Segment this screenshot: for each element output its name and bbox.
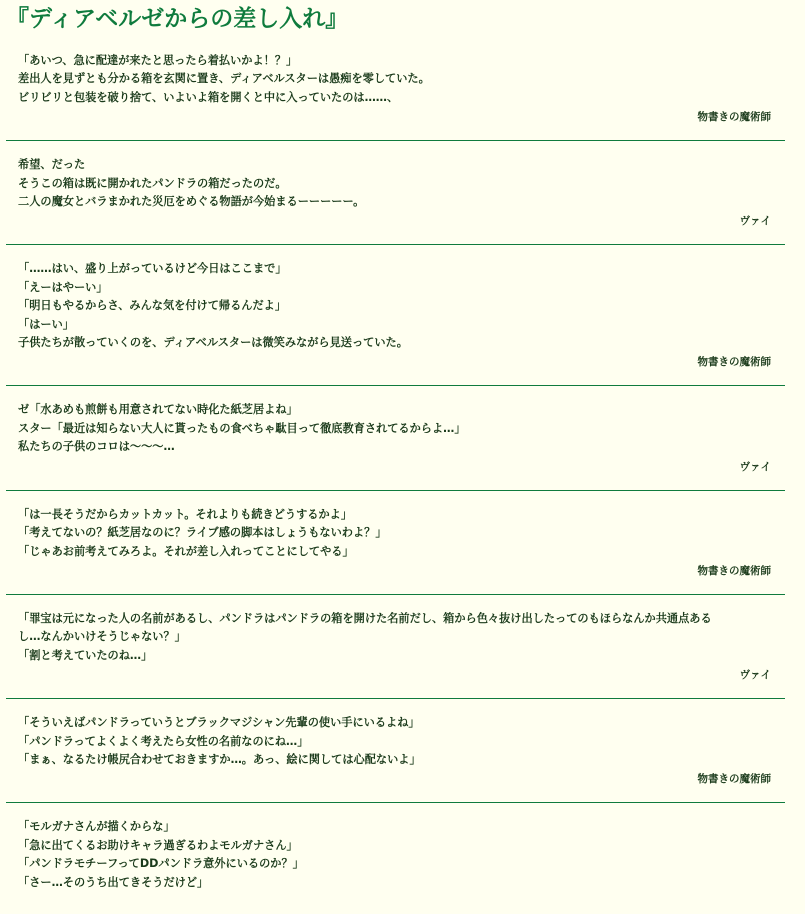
post-line: 「まぁ、なるたけ帳尻合わせておきますか…。あっ、絵に関しては心配ないよ」: [18, 752, 421, 766]
post: [6, 491, 785, 579]
post-line: 「そういえばパンドラっていうとブラックマジシャン先輩の使い手にいるよね」: [18, 716, 420, 730]
post-line: 希望、だった: [18, 158, 86, 172]
post-line: 「罪宝は元になった人の名前があるし、パンドラはパンドラの箱を開けた名前だし、箱から色々抜け出したってのもほらなんか共通点ある: [18, 611, 712, 625]
post-line: スター「最近は知らない大人に貰ったもの食べちゃ駄目って徹底教育されてるからよ…」: [18, 421, 466, 435]
post-line: 「明日もやるからさ、みんな気を付けて帰るんだよ」: [18, 299, 287, 313]
post-line: 「急に出てくるお助けキャラ過ぎるわよモルガナさん」: [18, 838, 298, 852]
page: [0, 3, 805, 914]
post-author: 物書きの魔術師: [697, 111, 771, 124]
post: [6, 245, 785, 370]
post-line: ゼ「水あめも煎餅も用意されてない時化た紙芝居よね」: [18, 403, 298, 417]
post: [6, 35, 785, 125]
post-line: 「えーはやーい」: [18, 280, 108, 294]
post-author: ヴァイ: [739, 669, 771, 682]
post-body: [18, 506, 785, 561]
post-line: し…なんかいけそうじゃない？」: [18, 630, 186, 644]
post-author: 物書きの魔術師: [697, 773, 771, 786]
post-author: 物書きの魔術師: [697, 564, 771, 577]
post-line: 「考えてないの？紙芝居なのに？ライブ感の脚本はしょうもないわよ？」: [18, 526, 387, 540]
post: [6, 699, 785, 787]
post-line: 私たちの子供のコロは〜〜〜…: [18, 440, 175, 454]
post-line: 「さー…そのうち出てきそうだけど」: [18, 875, 209, 889]
post-line: そうこの箱は既に開かれたパンドラの箱だったのだ。: [18, 176, 287, 190]
post-line: ビリビリと包装を破り捨て、いよいよ箱を開くと中に入っていたのは……、: [18, 90, 399, 104]
post-body: [18, 260, 785, 352]
post: [6, 141, 785, 229]
post-line: 差出人を見ずとも分かる箱を玄関に置き、ディアベルスターは愚痴を零していた。: [18, 72, 430, 86]
post-body: [18, 52, 785, 107]
post-line: 「割と考えていたのね…」: [18, 648, 153, 662]
post-line: 「あいつ、急に配達が来たと思ったら着払いかよ！？」: [18, 54, 298, 67]
post-line: 「パンドラってよくよく考えたら女性の名前なのにね…」: [18, 734, 309, 748]
page-title: 『ディアベルゼからの差し入れ』: [6, 6, 349, 32]
post-line: 「は一長そうだからカットカット。それよりも続きどうするかよ」: [18, 507, 353, 521]
post-line: 子供たちが散っていくのを、ディアベルスターは微笑みながら見送っていた。: [18, 336, 408, 350]
post-line: 「じゃあお前考えてみろよ。それが差し入れってことにしてやる」: [18, 544, 354, 558]
post: [6, 595, 785, 683]
post-author: 物書きの魔術師: [697, 356, 771, 369]
post: [6, 803, 785, 892]
post-body: [18, 818, 785, 892]
post-line: 「パンドラモチーフってDDパンドラ意外にいるのか？」: [18, 857, 304, 871]
post-body: [18, 401, 785, 456]
post-line: 「モルガナさんが描くからな」: [18, 820, 175, 834]
post-line: 二人の魔女とバラまかれた災厄をめぐる物語が今始まるーーーーー。: [18, 195, 365, 209]
post-body: [18, 156, 785, 211]
post-author: ヴァイ: [739, 215, 771, 228]
post-line: 「はーい」: [18, 317, 74, 331]
post: [6, 386, 785, 474]
post-line: 「……はい、盛り上がっているけど今日はここまで」: [18, 262, 287, 276]
post-body: [18, 610, 785, 665]
post-author: ヴァイ: [739, 460, 771, 473]
post-body: [18, 714, 785, 769]
